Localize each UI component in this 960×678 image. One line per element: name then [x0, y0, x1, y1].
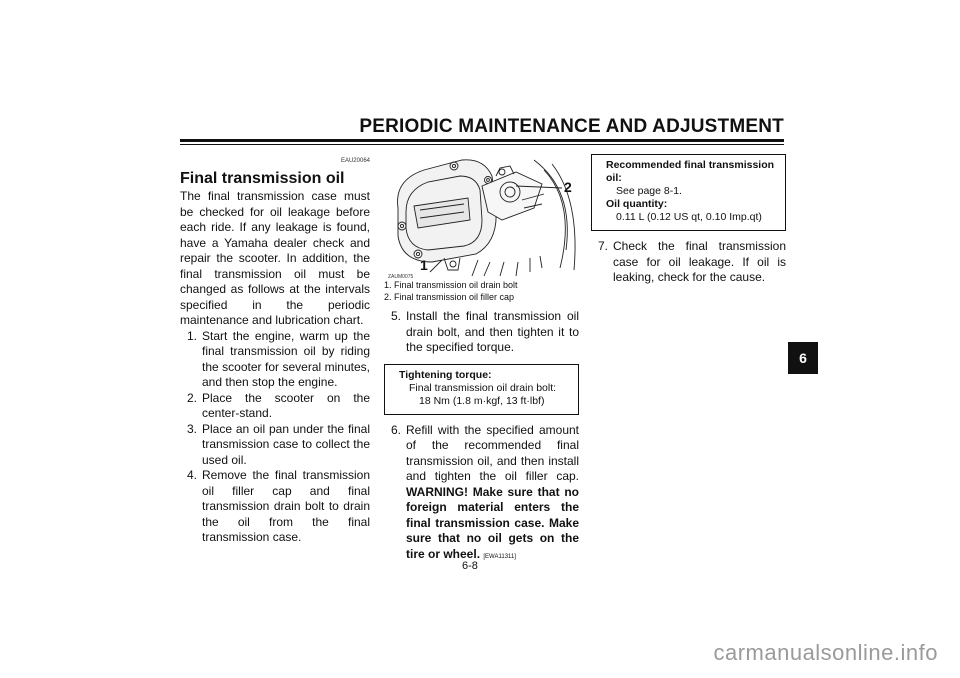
caption-2: 2. Final transmission oil filler cap — [384, 291, 515, 302]
header-rule-thick — [180, 139, 784, 142]
page-number: 6-8 — [462, 560, 478, 572]
section-intro: The final transmission case must be checked for oil leakage before each ride. If any leakage is found, have a Yamaha dealer check and repair the scooter. In addition, the final transmission oil must be changed as follows at the intervals specified in the periodic maintenance and lubrication chart. — [180, 189, 370, 327]
warning-code: [EWA11311] — [483, 553, 516, 560]
step-text: Refill with the specified amount of the recommended final transmission oil, and then install and tighten the oil filler cap. — [406, 422, 579, 483]
section-title: Final transmission oil — [180, 169, 345, 187]
steps-list-middle-2 — [384, 423, 579, 566]
step-item — [180, 391, 370, 422]
oil-quantity-value: 0.11 L (0.12 US qt, 0.10 Imp.qt) — [616, 211, 762, 223]
step-item — [591, 239, 786, 286]
column-middle — [384, 150, 579, 565]
step-number: 7. — [598, 239, 609, 253]
step-number: 2. — [187, 390, 198, 405]
step-text: Place an oil pan under the final transmission case to collect the used oil. — [202, 421, 370, 467]
step-item — [384, 423, 579, 566]
section-code: EAU20064 — [340, 158, 370, 164]
steps-list-right — [591, 239, 786, 286]
oil-label: Recommended final transmission oil: — [606, 159, 775, 184]
step-number: 1. — [187, 328, 198, 343]
watermark: carmanualsonline.info — [713, 640, 938, 665]
step-text: Remove the final transmission oil filler cap and final transmission drain bolt to drain the oil from the final transmission case. — [202, 468, 370, 544]
transmission-figure — [384, 150, 579, 280]
chapter-tab: 6 — [788, 342, 818, 374]
transmission-illustration — [384, 150, 579, 280]
step-item — [180, 329, 370, 391]
step-item — [180, 468, 370, 546]
step-item — [384, 309, 579, 356]
column-right — [591, 150, 786, 286]
warning-text: WARNING! Make sure that no foreign material enters the final transmission case. Make sure that no oil gets on the tire or wheel. — [406, 484, 579, 561]
step-number: 5. — [391, 309, 402, 323]
step-text: Check the final transmission case for oil leakage. If oil is leaking, check for the cause. — [613, 239, 786, 284]
steps-list — [180, 329, 370, 546]
torque-item: Final transmission oil drain bolt: — [409, 381, 557, 394]
step-text: Place the scooter on the center-stand. — [202, 390, 370, 420]
figure-id: ZAUM0075 — [388, 274, 414, 280]
torque-spec-box — [384, 364, 579, 415]
callout-1: 1 — [420, 257, 428, 273]
step-text: Start the engine, warm up the final transmission oil by riding the scooter for several minutes, and then stop the engine. — [202, 328, 370, 389]
step-number: 3. — [187, 421, 198, 436]
step-number: 4. — [187, 468, 198, 482]
header-rule-thin — [180, 144, 784, 145]
step-item — [180, 422, 370, 469]
callout-2: 2 — [564, 179, 572, 195]
step-number: 6. — [391, 422, 402, 437]
caption-1: 1. Final transmission oil drain bolt — [384, 280, 518, 290]
steps-list-middle — [384, 309, 579, 356]
oil-value: See page 8-1. — [616, 185, 682, 197]
torque-label: Tightening torque: — [399, 368, 492, 381]
column-left — [180, 150, 370, 546]
step-text: Install the final transmission oil drain bolt, and then tighten it to the specified torque. — [406, 309, 579, 354]
torque-value: 18 Nm (1.8 m·kgf, 13 ft·lbf) — [419, 394, 545, 407]
oil-quantity-label: Oil quantity: — [606, 198, 668, 210]
page-title: PERIODIC MAINTENANCE AND ADJUSTMENT — [359, 116, 784, 137]
oil-spec-box — [591, 154, 786, 231]
